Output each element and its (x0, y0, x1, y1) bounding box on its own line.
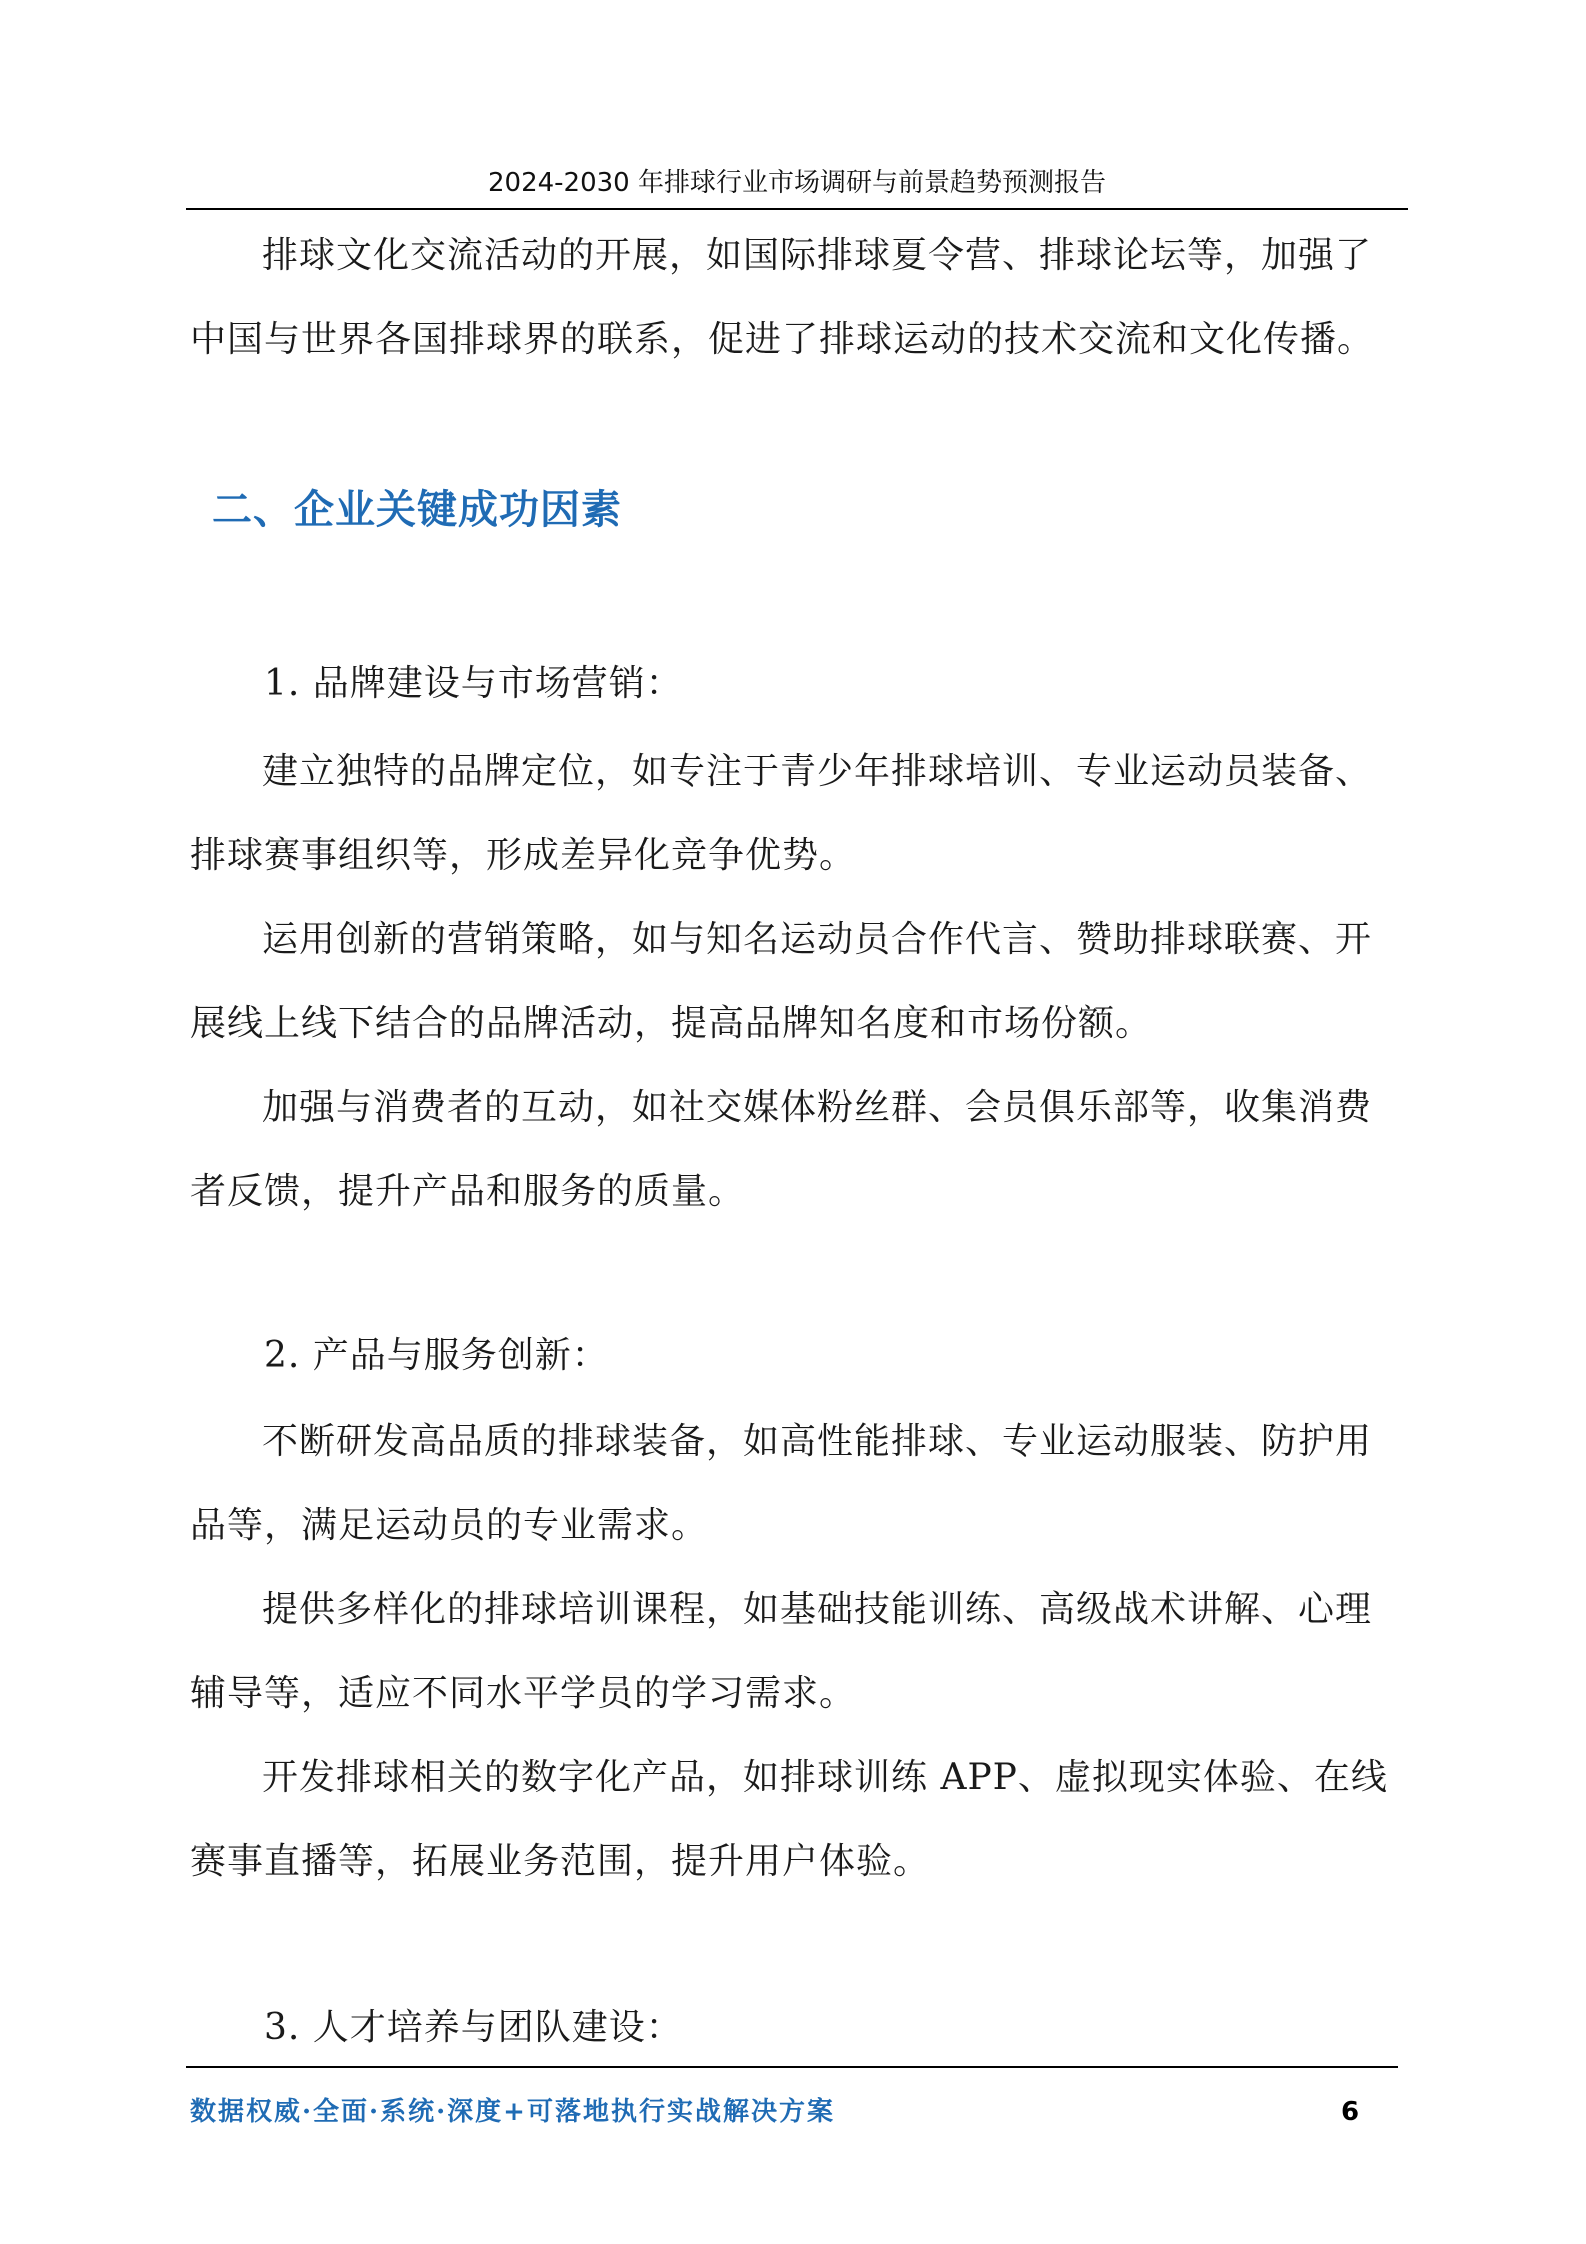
intro-block (190, 214, 1408, 382)
item-1-body (190, 730, 1408, 1234)
item-title-2: 2. 产品与服务创新： (264, 1335, 609, 1376)
page-number: 6 (1340, 2097, 1360, 2127)
report-title: 2024-2030 年排球行业市场调研与前景趋势预测报告 (488, 168, 1106, 198)
footer-divider (186, 2066, 1398, 2068)
item-title-1: 1. 品牌建设与市场营销： (264, 663, 683, 704)
item-2-paragraph-3: 开发排球相关的数字化产品，如排球训练 APP、虚拟现实体验、在线赛事直播等，拓展业务范围，提升用户体验。 (190, 1757, 1388, 1882)
section-heading: 二、企业关键成功因素 (212, 487, 622, 533)
item-1-paragraph-3: 加强与消费者的互动，如社交媒体粉丝群、会员俱乐部等，收集消费者反馈，提升产品和服务的质量。 (190, 1087, 1373, 1212)
item-1-paragraph-1: 建立独特的品牌定位，如专注于青少年排球培训、专业运动员装备、排球赛事组织等，形成差异化竞争优势。 (190, 751, 1373, 876)
intro-paragraph: 排球文化交流活动的开展，如国际排球夏令营、排球论坛等，加强了中国与世界各国排球界的联系，促进了排球运动的技术交流和文化传播。 (190, 235, 1375, 360)
item-2-paragraph-1: 不断研发高品质的排球装备，如高性能排球、专业运动服装、防护用品等，满足运动员的专业需求。 (190, 1421, 1373, 1546)
item-2-body (190, 1400, 1408, 1904)
footer-slogan: 数据权威·全面·系统·深度+可落地执行实战解决方案 (190, 2097, 835, 2127)
item-2-paragraph-2: 提供多样化的排球培训课程，如基础技能训练、高级战术讲解、心理辅导等，适应不同水平学员的学习需求。 (190, 1589, 1373, 1714)
item-title-3: 3. 人才培养与团队建设： (264, 2007, 683, 2048)
header-divider (186, 208, 1408, 210)
item-1-paragraph-2: 运用创新的营销策略，如与知名运动员合作代言、赞助排球联赛、开展线上线下结合的品牌活动，提高品牌知名度和市场份额。 (190, 919, 1373, 1044)
